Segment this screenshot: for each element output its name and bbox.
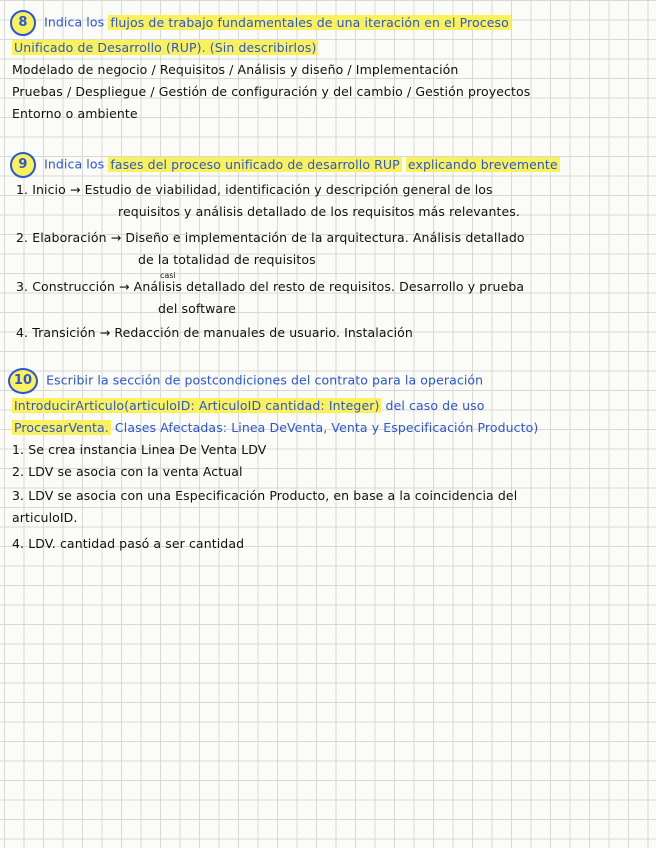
- q10-item-line: 4. LDV. cantidad pasó a ser cantidad: [12, 536, 245, 551]
- q8-answer-line: Pruebas / Despliegue / Gestión de configuración y del cambio / Gestión proyectos: [12, 84, 531, 99]
- q8-title-line1: [10, 10, 511, 36]
- q9-item-line: 3. Construcción → Análisis detallado del resto de requisitos. Desarrollo y prueba: [16, 279, 525, 294]
- q8-answer-line: Entorno o ambiente: [12, 106, 138, 121]
- q10-item-line: 3. LDV se asocia con una Especificación Producto, en base a la coincidencia del: [12, 488, 518, 503]
- q9-item-line: 1. Inicio → Estudio de viabilidad, identificación y descripción general de los: [16, 182, 493, 197]
- q9-number-badge: 9: [10, 152, 36, 178]
- q9-title-plain: Indica los: [44, 156, 105, 172]
- q8-title-plain: Indica los: [44, 14, 105, 30]
- q9-item-line: del software: [158, 301, 236, 316]
- q10-item-line: articuloID.: [12, 510, 78, 525]
- q8-title-line2: [12, 38, 318, 58]
- q8-title-line2-text: Unificado de Desarrollo (RUP). (Sin describirlos): [14, 40, 317, 55]
- q9-item-line: 2. Elaboración → Diseño e implementación de la arquitectura. Análisis detallado: [16, 230, 525, 245]
- q10-item-line: 1. Se crea instancia Linea De Venta LDV: [12, 442, 267, 457]
- q10-title-line2: [12, 396, 484, 416]
- q9-title-highlight-2: explicando brevemente: [407, 156, 558, 172]
- q10-number-badge: 10: [8, 368, 38, 394]
- q9-item-line: de la totalidad de requisitos: [138, 252, 316, 267]
- q10-title-line1-text: Escribir la sección de postcondiciones del contrato para la operación: [46, 372, 484, 388]
- q8-title-highlight: flujos de trabajo fundamentales de una iteración en el Proceso: [110, 14, 509, 30]
- q10-title-line3-rest: Clases Afectadas: Linea DeVenta, Venta y Especificación Producto): [114, 420, 539, 435]
- q9-item-line: 4. Transición → Redacción de manuales de usuario. Instalación: [16, 325, 413, 340]
- q9-title-line: [10, 152, 560, 178]
- q9-title-highlight: fases del proceso unificado de desarrollo RUP: [110, 156, 400, 172]
- q10-title-line2-highlight: IntroducirArticulo(articuloID: ArticuloID cantidad: Integer): [14, 398, 380, 413]
- q9-item-line: requisitos y análisis detallado de los requisitos más relevantes.: [118, 204, 520, 219]
- q10-item-line: 2. LDV se asocia con la venta Actual: [12, 464, 243, 479]
- q10-title-line3: [12, 418, 538, 438]
- q10-title-line1: [8, 368, 483, 394]
- q10-title-line2-rest: del caso de uso: [385, 398, 485, 413]
- q8-number-badge: 8: [10, 10, 36, 36]
- q10-title-line3-highlight: ProcesarVenta.: [14, 420, 109, 435]
- q9-note: casi: [160, 271, 176, 280]
- q8-answer-line: Modelado de negocio / Requisitos / Análisis y diseño / Implementación: [12, 62, 459, 77]
